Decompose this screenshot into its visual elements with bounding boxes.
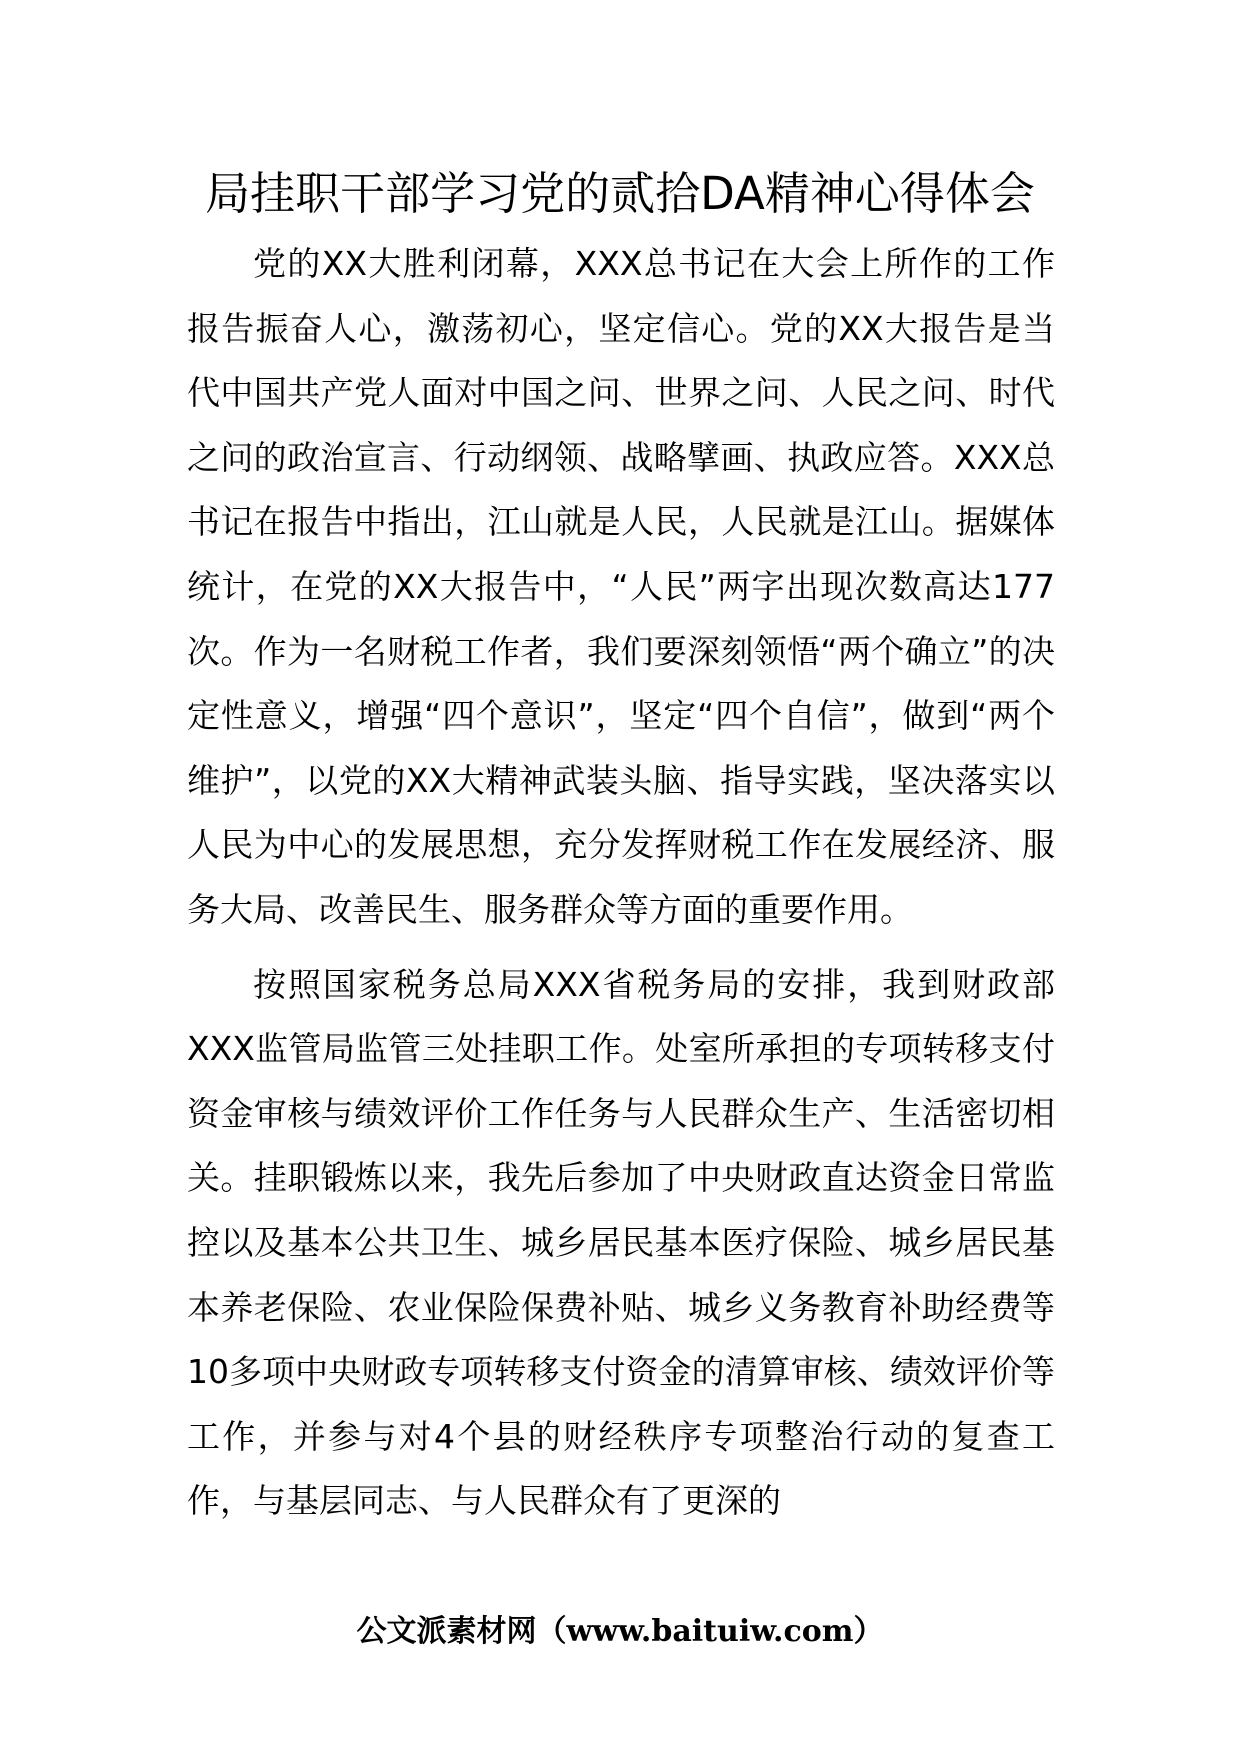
paragraph: 按照国家税务总局XXX省税务局的安排，我到财政部XXX监管局监管三处挂职工作。处室所承担的专项转移支付资金审核与绩效评价工作任务与人民群众生产、生活密切相关。挂职锻炼以来，我先后参加了中央财政直达资金日常监控以及基本公共卫生、城乡居民基本医疗保险、城乡居民基本养老保险、农业保险保费补贴、城乡义务教育补助经费等10多项中央财政专项转移支付资金的清算审核、绩效评价等工作，并参与对4个县的财经秩序专项整治行动的复查工作，与基层同志、与人民群众有了更深的	[187, 964, 1055, 1521]
document-body	[187, 232, 1055, 1534]
footer-watermark: 公文派素材网（www.baituiw.com）	[356, 1614, 884, 1649]
document-title: 局挂职干部学习党的贰拾DA精神心得体会	[205, 167, 1035, 220]
paragraph: 党的XX大胜利闭幕，XXX总书记在大会上所作的工作报告振奋人心，激荡初心，坚定信心。党的XX大报告是当代中国共产党人面对中国之问、世界之问、人民之问、时代之问的政治宣言、行动纲领、战略擘画、执政应答。XXX总书记在报告中指出，江山就是人民，人民就是江山。据媒体统计，在党的XX大报告中，“人民”两字出现次数高达177次。作为一名财税工作者，我们要深刻领悟“两个确立”的决定性意义，增强“四个意识”，坚定“四个自信”，做到“两个维护”，以党的XX大精神武装头脑、指导实践，坚决落实以人民为中心的发展思想，充分发挥财税工作在发展经济、服务大局、改善民生、服务群众等方面的重要作用。	[187, 244, 1055, 929]
